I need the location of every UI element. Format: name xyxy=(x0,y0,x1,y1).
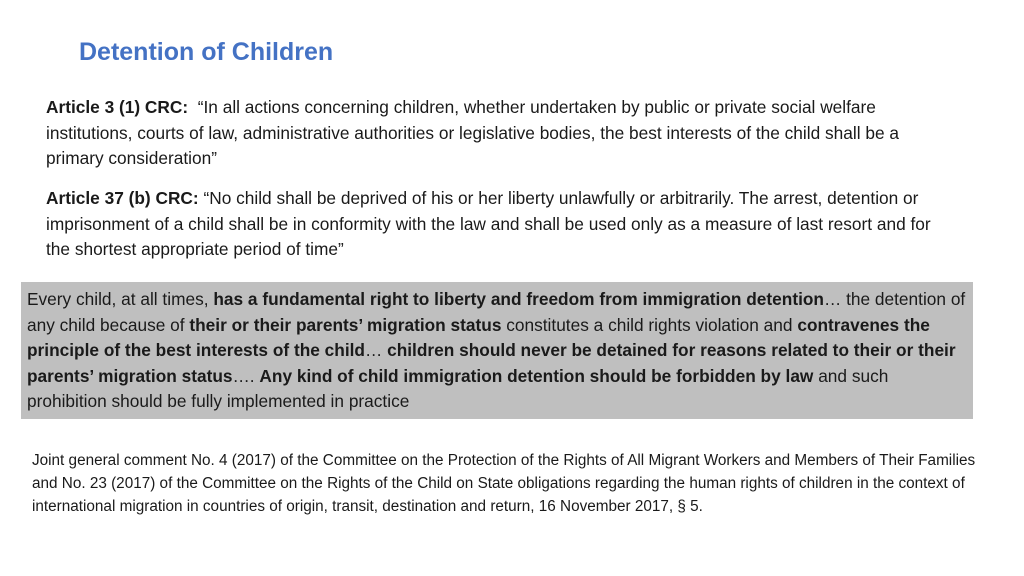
source-citation: Joint general comment No. 4 (2017) of the Committee on the Protection of the Rights of All Migrant Workers and Members of Their Families and No. 23 (2017) of the Committee on the Rights of the Child on State obligations regarding the human rights of children in the context of international migration in countries of origin, transit, destination and return, 16 November 2017, § 5. xyxy=(32,452,976,515)
highlight-quote-box xyxy=(21,282,973,419)
highlight-text: …. xyxy=(232,365,260,386)
highlight-emphasis: contravenes the principle of the best interests of the child xyxy=(27,314,930,361)
article-label: Article 3 (1) CRC: xyxy=(46,97,189,117)
highlight-text: and such prohibition should be fully implemented in practice xyxy=(27,365,889,412)
highlight-text: … xyxy=(365,340,388,361)
article-text: “No child shall be deprived of his or her liberty unlawfully or arbitrarily. The arrest, detention or imprisonment of a child shall be in conformity with the law and shall be used only as a measure of last resort and for the shortest appropriate period of time” xyxy=(46,188,931,259)
highlight-text: Every child, at all times, xyxy=(27,289,214,309)
highlight-text: constitutes a child rights violation and xyxy=(501,314,798,335)
highlight-emphasis: their or their parents’ migration status xyxy=(189,314,502,335)
highlight-text: … the detention of any child because of xyxy=(27,289,966,335)
highlight-emphasis: Any kind of child immigration detention should be forbidden by law xyxy=(259,365,814,386)
slide-title: Detention of Children xyxy=(79,38,334,66)
article-label: Article 37 (b) CRC: xyxy=(46,188,199,208)
article-3-quote xyxy=(46,95,951,172)
highlight-emphasis: has a fundamental right to liberty and freedom from immigration detention xyxy=(213,289,824,309)
article-37-quote xyxy=(46,186,951,263)
article-text: “In all actions concerning children, whether undertaken by public or private social welfare institutions, courts of law, administrative authorities or legislative bodies, the best interests of the child shall be a primary consideration” xyxy=(46,97,899,168)
highlight-emphasis: children should never be detained for reasons related to their or their parents’ migration status xyxy=(27,340,956,386)
